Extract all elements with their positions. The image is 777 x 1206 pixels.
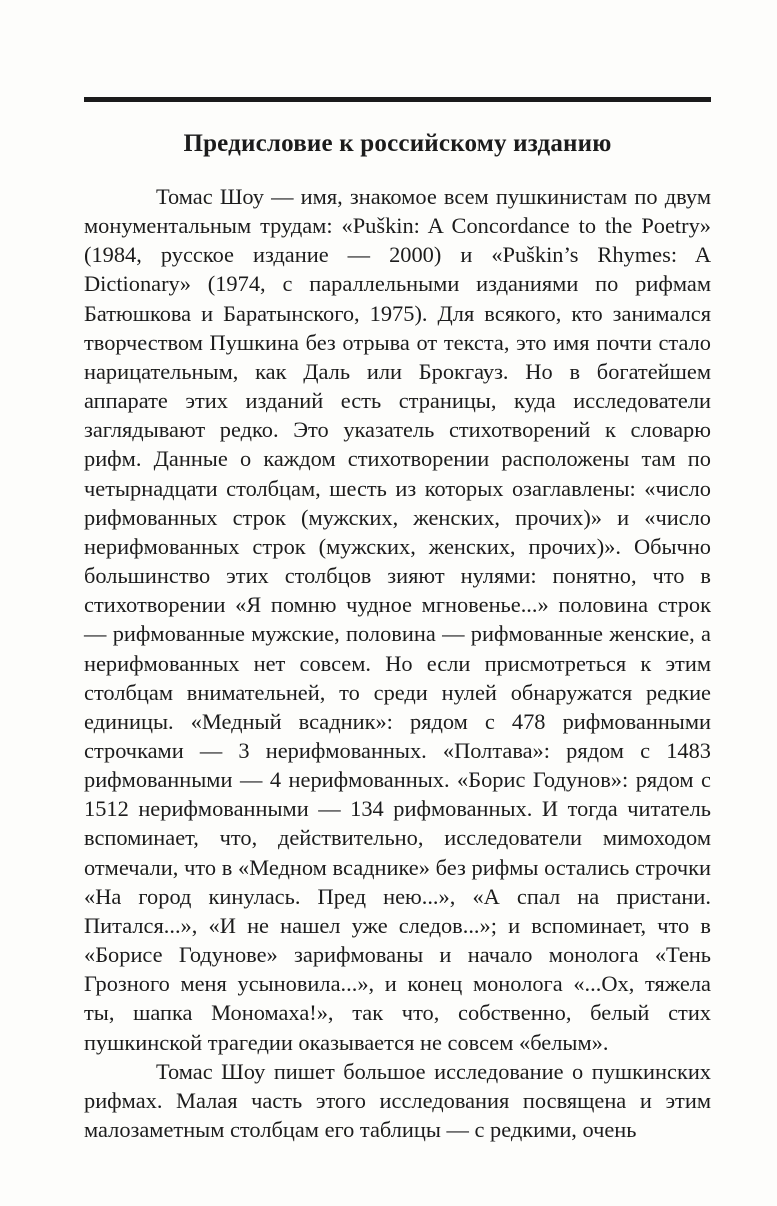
paragraph-1: Томас Шоу — имя, знакомое всем пушкинистам по двум монументальным трудам: «Puškin: A Concordance to the Poetry» (1984, русское издание — 2000) и «Puškin’s Rhymes: A Dictionary» (1974, с параллельными изданиями по рифмам Батюшкова и Баратынского, 1975). Для всякого, кто занимался творчеством Пушкина без отрыва от текста, это имя почти стало нарицательным, как Даль или Брокгауз. Но в богатейшем аппарате этих изданий есть страницы, куда исследователи заглядывают редко. Это указатель стихотворений к словарю рифм. Данные о каждом стихотворении расположены там по четырнадцати столбцам, шесть из которых озаглавлены: «число рифмованных строк (мужских, женских, прочих)» и «число нерифмованных строк (мужских, женских, прочих)». Обычно большинство этих столбцов зияют нулями: понятно, что в стихотворении «Я помню чудное мгновенье...» половина строк — рифмованные мужские, половина — рифмованные женские, а нерифмованных нет совсем. Но если присмотреться к этим столбцам внимательней, то среди нулей обнаружатся редкие единицы. «Медный всадник»: рядом с 478 рифмованными строчками — 3 нерифмованных. «Полтава»: рядом с 1483 рифмованными — 4 нерифмованных. «Борис Годунов»: рядом с 1512 нерифмованными — 134 рифмованных. И тогда читатель вспоминает, что, действительно, исследователи мимоходом отмечали, что в «Медном всаднике» без рифмы остались строчки «На город кинулась. Пред нею...», «А спал на пристани. Питался...», «И не нашел уже следов...»; и вспоминает, что в «Борисе Годунове» зарифмованы и начало монолога «Тень Грозного меня усыновила...», и конец монолога «...Ох, тяжела ты, шапка Мономаха!», так что, собственно, белый стих пушкинской трагедии оказывается не совсем «белым». <box>84 184 711 1055</box>
text-block <box>84 118 711 1144</box>
header-rule <box>84 97 711 102</box>
paragraph-2: Томас Шоу пишет большое исследование о пушкинских рифмах. Малая часть этого исследования посвящена и этим малозаметным столбцам его таблицы — с редкими, очень <box>84 1058 711 1142</box>
chapter-title: Предисловие к российскому изданию <box>183 130 612 157</box>
